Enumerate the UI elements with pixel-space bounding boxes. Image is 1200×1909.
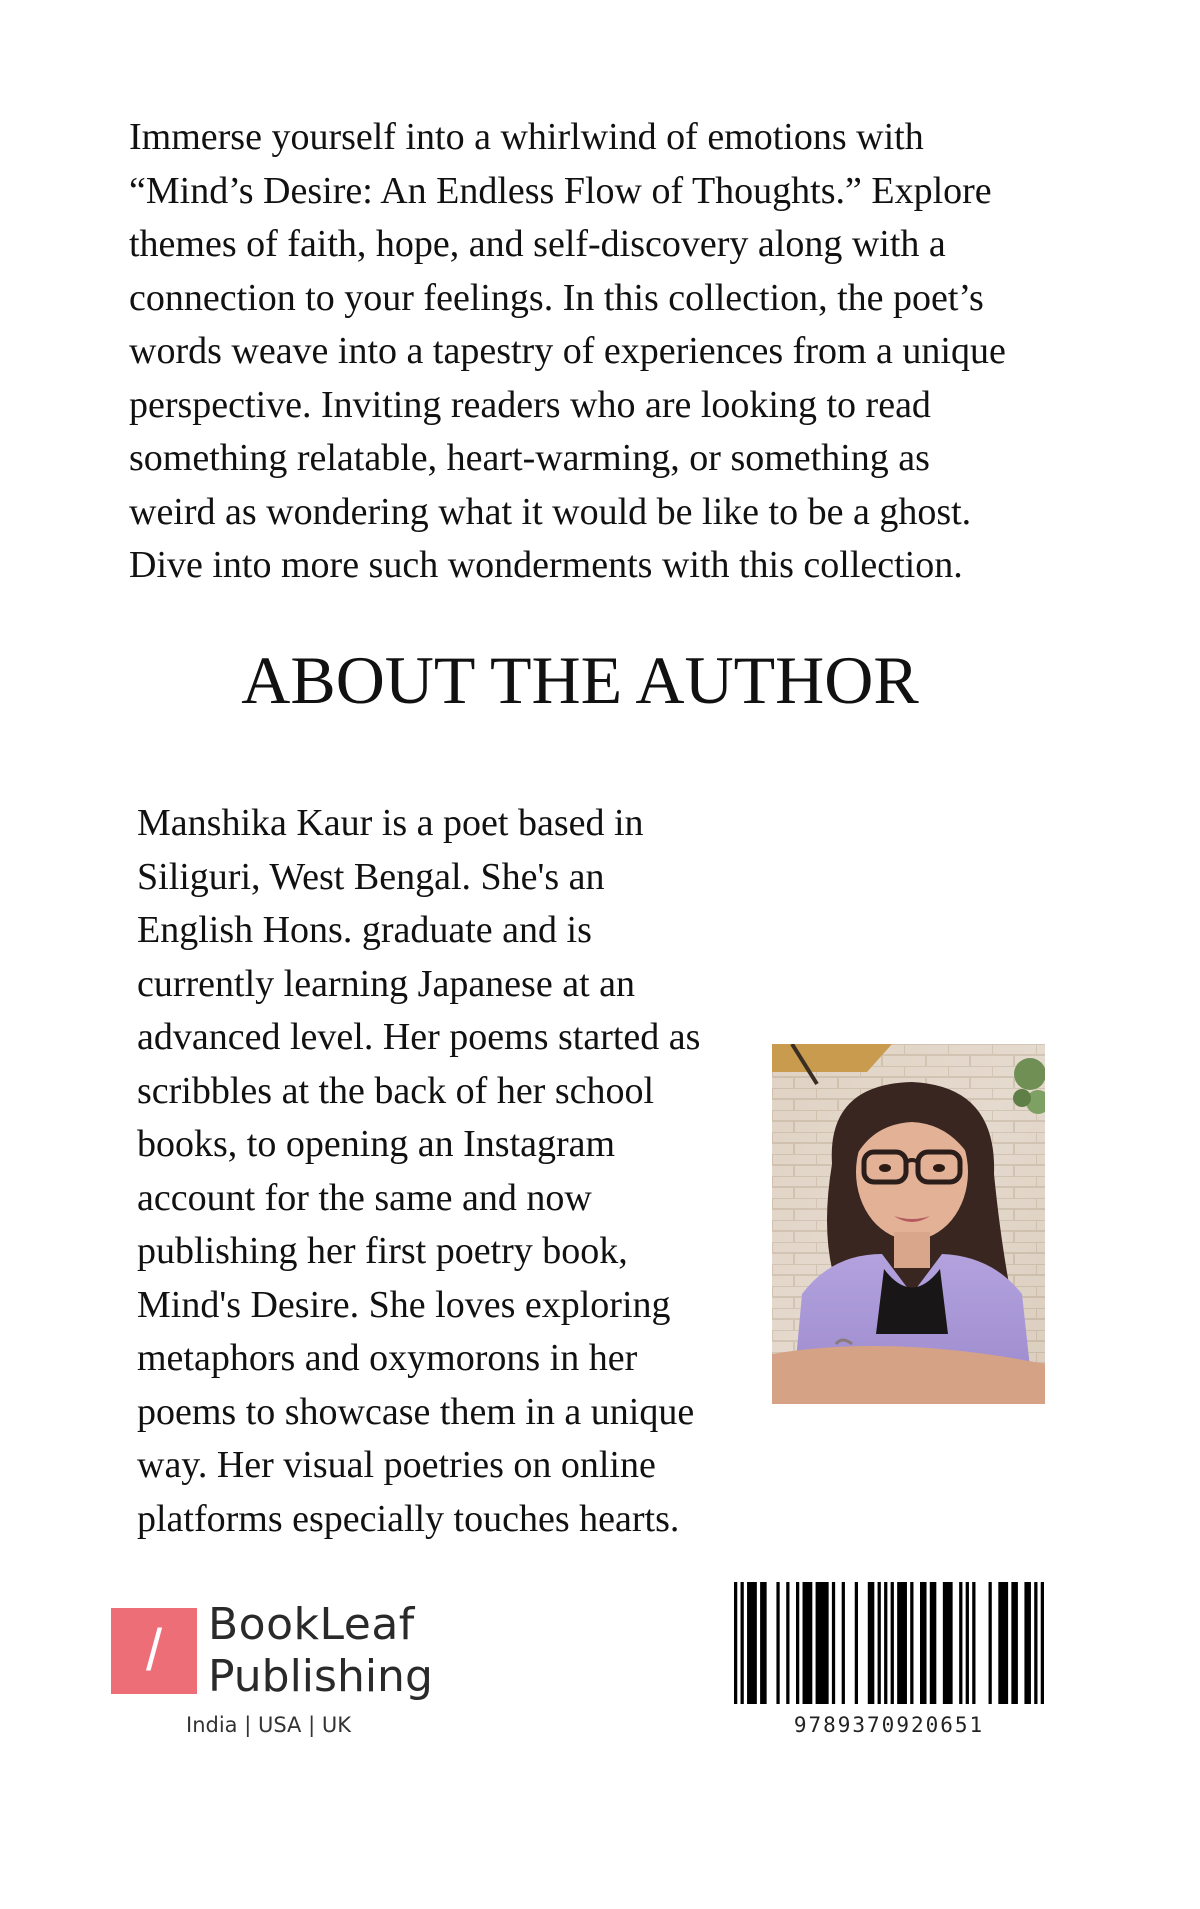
barcode-bar bbox=[786, 1582, 789, 1704]
publisher-name-line1: BookLeaf bbox=[208, 1599, 415, 1650]
barcode-bar bbox=[998, 1582, 1008, 1704]
blurb-line: “Mind’s Desire: An Endless Flow of Thoughts.” Explore bbox=[129, 169, 992, 212]
bio-line: Mind's Desire. She loves exploring bbox=[137, 1283, 671, 1326]
blurb-line: something relatable, heart-warming, or something as bbox=[129, 437, 930, 479]
bio-line: books, to opening an Instagram bbox=[137, 1123, 616, 1165]
bio-line: way. Her visual poetries on online bbox=[137, 1444, 656, 1486]
barcode-bar bbox=[930, 1582, 937, 1704]
barcode-bar bbox=[734, 1582, 737, 1704]
author-photo bbox=[772, 1044, 1045, 1404]
barcode-bar bbox=[816, 1582, 829, 1704]
bio-line: English Hons. graduate and is bbox=[137, 909, 592, 951]
barcode-bar bbox=[803, 1582, 813, 1704]
barcode-bar bbox=[1041, 1582, 1044, 1704]
barcode-bar bbox=[776, 1582, 779, 1704]
blurb-line: words weave into a tapestry of experiences from a unique bbox=[129, 330, 1006, 372]
barcode-bar bbox=[943, 1582, 953, 1704]
bio-line: Siliguri, West Bengal. She's an bbox=[137, 855, 605, 898]
barcode-bar bbox=[891, 1582, 894, 1704]
bio-line: metaphors and oxymorons in her bbox=[137, 1337, 638, 1379]
barcode-bar bbox=[884, 1582, 887, 1704]
barcode-bar bbox=[878, 1582, 881, 1704]
blurb-line: Dive into more such wonderments with this collection. bbox=[129, 544, 963, 586]
publisher-logo-mark bbox=[111, 1608, 197, 1694]
publisher-name-line2: Publishing bbox=[208, 1651, 433, 1702]
barcode-bar bbox=[747, 1582, 757, 1704]
barcode-bar bbox=[959, 1582, 962, 1704]
publisher-regions: India | USA | UK bbox=[186, 1713, 351, 1737]
barcode-bar bbox=[842, 1582, 845, 1704]
slash-icon: / bbox=[145, 1618, 163, 1683]
isbn-barcode bbox=[734, 1582, 1044, 1704]
barcode-bar bbox=[1024, 1582, 1031, 1704]
isbn-number: 9789370920651 bbox=[793, 1713, 985, 1737]
bio-line: scribbles at the back of her school bbox=[137, 1069, 655, 1112]
barcode-bar bbox=[1011, 1582, 1018, 1704]
barcode-bar bbox=[855, 1582, 858, 1704]
blurb-line: connection to your feelings. In this collection, the poet’s bbox=[129, 276, 984, 319]
blurb-line: Immerse yourself into a whirlwind of emotions with bbox=[129, 116, 924, 158]
barcode-bar bbox=[910, 1582, 913, 1704]
bio-line: advanced level. Her poems started as bbox=[137, 1016, 701, 1058]
barcode-bar bbox=[760, 1582, 767, 1704]
barcode-bar bbox=[989, 1582, 992, 1704]
barcode-bar bbox=[796, 1582, 799, 1704]
barcode-bar bbox=[1034, 1582, 1037, 1704]
author-bio bbox=[137, 797, 777, 1546]
barcode-bar bbox=[972, 1582, 975, 1704]
barcode-bar bbox=[897, 1582, 907, 1704]
bio-line: platforms especially touches hearts. bbox=[137, 1497, 680, 1540]
about-author-heading: ABOUT THE AUTHOR bbox=[241, 642, 919, 718]
barcode-bar bbox=[966, 1582, 969, 1704]
barcode-bar bbox=[741, 1582, 744, 1704]
blurb-line: perspective. Inviting readers who are looking to read bbox=[129, 383, 931, 426]
barcode-bar bbox=[920, 1582, 927, 1704]
bio-line: Manshika Kaur is a poet based in bbox=[137, 802, 644, 844]
blurb-line: themes of faith, hope, and self-discovery along with a bbox=[129, 223, 946, 265]
bio-line: publishing her first poetry book, bbox=[137, 1230, 628, 1272]
book-blurb bbox=[129, 111, 1089, 593]
bio-line: poems to showcase them in a unique bbox=[137, 1390, 695, 1433]
barcode-bar bbox=[832, 1582, 835, 1704]
bio-line: currently learning Japanese at an bbox=[137, 962, 635, 1005]
bio-line: account for the same and now bbox=[137, 1176, 592, 1219]
blurb-line: weird as wondering what it would be like to be a ghost. bbox=[129, 490, 972, 533]
barcode-bar bbox=[868, 1582, 875, 1704]
